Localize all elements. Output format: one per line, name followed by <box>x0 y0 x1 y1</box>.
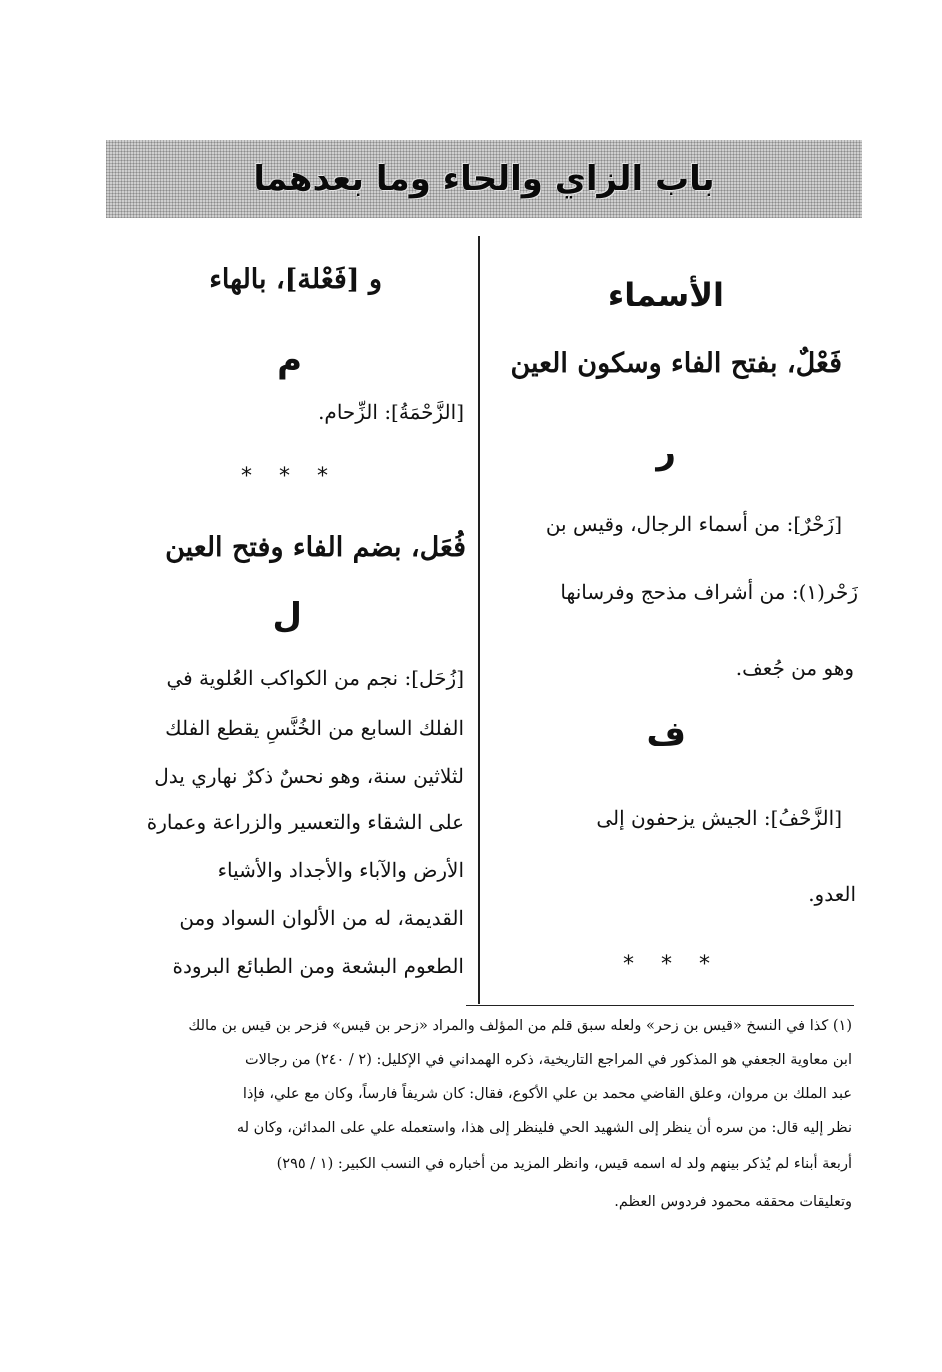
entry-zuhal-line-4: على الشقاء والتعسير والزراعة وعمارة <box>146 810 464 834</box>
letter-heading-l: ل <box>272 596 302 636</box>
footnote-line-1: (١) كذا في النسخ «قيس بن زحر» ولعله سبق قلم من المؤلف والمراد «زحر بن قيس» فزحر بن قيس بن مالك <box>188 1018 852 1034</box>
chapter-title: باب الزاي والحاء وما بعدهما <box>253 159 715 199</box>
entry-zahr-line-1: [زَحْرٌ]: من أسماء الرجال، وقيس بن <box>545 512 842 536</box>
section-heading-names: الأسماء <box>607 276 724 314</box>
footnote-line-3: عبد الملك بن مروان، وعلق القاضي محمد بن علي الأكوع، فقال: كان شريفاً فارساً، وكان مع علي، فإذا <box>242 1086 852 1102</box>
entry-zuhal-line-5: الأرض والآباء والأجداد والأشياء <box>217 858 464 882</box>
entry-zuhal-line-7: الطعوم البشعة ومن الطبائع البرودة <box>172 954 464 978</box>
section-separator-left: * * * <box>241 464 338 489</box>
entry-zahf-line-2: العدو. <box>808 882 856 906</box>
footnote-line-4: نظر إليه قال: من سره أن ينظر إلى الشهيد الحي فلينظر إلى هذا، واستعمله علي على المدائن، وكان له <box>236 1120 852 1136</box>
section-separator-right: * * * <box>623 952 720 977</box>
footnote-line-2: ابن معاوية الجعفي هو المذكور في المراجع التاريخية، ذكره الهمداني في الإكليل: (٢ / ٢٤٠) من رجالات <box>244 1052 852 1068</box>
entry-zuhal-line-2: الفلك السابع من الخُنَّسِ يقطع الفلك <box>165 716 464 740</box>
footnote-line-5: أربعة أبناء لم يُذكر بينهم ولد له اسمه قيس، وانظر المزيد من أخباره في النسب الكبير: (١ / ٢٩٥) <box>276 1156 852 1172</box>
entry-zuhal-line-1: [زُحَل]: نجم من الكواكب العُلوية في <box>166 666 464 690</box>
footnote-line-6: وتعليقات محققه محمود فردوس العظم. <box>614 1194 852 1210</box>
letter-heading-m: م <box>277 340 302 380</box>
footnote-rule <box>466 1005 854 1006</box>
pattern-heading-fal: فَعْلٌ، بفتح الفاء وسكون العين <box>510 348 842 379</box>
entry-zahf-line-1: [الزَّحْفُ]: الجيش يزحفون إلى <box>596 806 842 830</box>
column-divider <box>478 236 480 1004</box>
entry-zuhal-line-6: القديمة، له من الألوان السواد ومن <box>179 906 464 930</box>
pattern-heading-fuala: فُعَل، بضم الفاء وفتح العين <box>165 532 466 563</box>
letter-heading-r: ر <box>656 432 676 472</box>
letter-heading-f: ف <box>646 714 686 754</box>
entry-zuhal-line-3: لثلاثين سنة، وهو نحسٌ ذكرٌ نهاري يدل <box>154 764 464 788</box>
entry-zahma: [الزَّحْمَةُ]: الزِّحام. <box>318 400 464 424</box>
entry-zahr-line-2: زَحْر(١): من أشراف مذحج وفرسانها <box>560 580 858 604</box>
entry-zahr-line-3: وهو من جُعف. <box>735 656 854 680</box>
pattern-heading-fala: و [فَعْلة]، بالهاء <box>209 264 382 295</box>
chapter-banner <box>106 140 862 218</box>
